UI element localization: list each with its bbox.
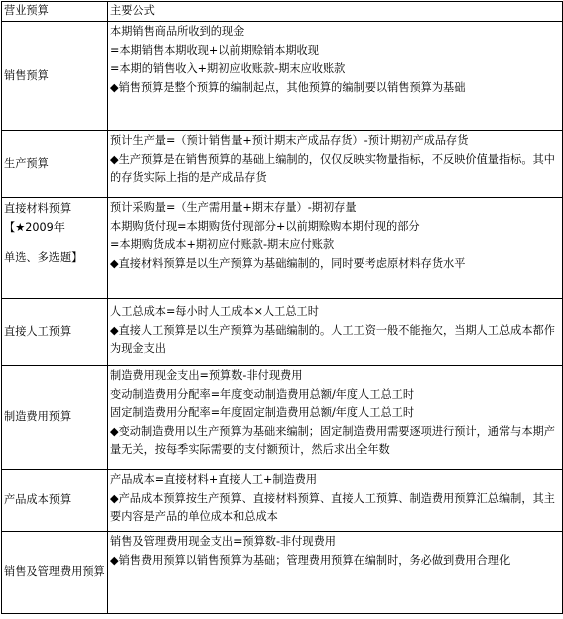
- formula-line: 制造费用现金支出=预算数-非付现费用: [110, 369, 303, 382]
- table-row: [2, 532, 563, 614]
- operating-budget-table: [1, 1, 563, 614]
- formula-cell: [108, 366, 563, 470]
- formula-line: =本期的销售收入+期初应收账款-期末应收账款: [110, 62, 346, 75]
- formula-line: 本期销售商品所收到的现金: [110, 25, 245, 38]
- formula-line: ◆生产预算是在销售预算的基础上编制的，仅仅反映实物量指标，不反映价值量指标。其中的存货实际上指的是产成品存货: [110, 152, 555, 184]
- formula-line: 销售及管理费用现金支出=预算数-非付现费用: [110, 535, 336, 548]
- budget-name-text: 制造费用预算: [4, 410, 72, 424]
- formula-line: ◆销售费用预算以销售预算为基础；管理费用预算在编制时，务必做到费用合理化: [110, 553, 511, 567]
- budget-name: [2, 299, 108, 366]
- budget-name-text: 直接人工预算: [4, 324, 72, 338]
- formula-line: ◆变动制造费用以生产预算为基础来编制；固定制造费用需要逐项进行预计，通常与本期产量无关，按每季实际需要的支付额预计，然后求出全年数: [110, 424, 555, 456]
- formula-line: 预计生产量=（预计销售量+预计期末产成品存货）-预计期初产成品存货: [110, 134, 469, 147]
- budget-name: [2, 198, 108, 299]
- formula-line: 预计采购量=（生产需用量+期末存量）-期初存量: [110, 201, 357, 214]
- budget-name-text: 销售预算: [4, 68, 49, 82]
- budget-name-text: 生产预算: [4, 156, 49, 170]
- formula-line: 本期购货付现=本期购货付现部分+以前期赊购本期付现的部分: [110, 219, 420, 233]
- budget-name-text: 产品成本预算: [4, 493, 72, 507]
- table-row: [2, 198, 563, 299]
- formula-line: =本期销售本期收现+以前期赊销本期收现: [110, 43, 319, 57]
- budget-name-line: 单选、多选题】: [4, 251, 83, 264]
- formula-line: 人工总成本=每小时人工成本×人工总工时: [110, 305, 319, 318]
- budget-name: [2, 131, 108, 198]
- formula-cell: [108, 198, 563, 299]
- budget-name: [2, 532, 108, 614]
- formula-cell: [108, 131, 563, 198]
- formula-cell: [108, 22, 563, 131]
- formula-line: ◆直接材料预算是以生产预算为基础编制的，同时要考虑原材料存货水平: [110, 256, 466, 270]
- table-row: [2, 131, 563, 198]
- formula-cell: [108, 299, 563, 366]
- table-header-row: [2, 2, 563, 22]
- budget-name: [2, 470, 108, 532]
- formula-line: 变动制造费用分配率=年度变动制造费用总额/年度人工总工时: [110, 387, 415, 401]
- table-row: [2, 470, 563, 532]
- formula-line: ◆产品成本预算按生产预算、直接材料预算、直接人工预算、制造费用预算汇总编制，其主要内容是产品的单位成本和总成本: [110, 491, 555, 523]
- formula-line: 产品成本=直接材料+直接人工+制造费用: [110, 473, 318, 486]
- formula-line: ◆销售预算是整个预算的编制起点，其他预算的编制要以销售预算为基础: [110, 80, 466, 94]
- header-cell-budget: 营业预算: [2, 2, 108, 22]
- formula-line: =本期购货成本+期初应付账款-期末应付账款: [110, 238, 335, 251]
- budget-name: [2, 22, 108, 131]
- table-row: [2, 299, 563, 366]
- table-row: [2, 22, 563, 131]
- budget-name: [2, 366, 108, 470]
- budget-name-text: 销售及管理费用预算: [4, 565, 105, 579]
- header-cell-formula: 主要公式: [108, 2, 563, 22]
- formula-cell: [108, 470, 563, 532]
- table-row: [2, 366, 563, 470]
- budget-name-line: 【★2009年: [4, 220, 65, 234]
- budget-name-line: 直接材料预算: [4, 202, 72, 215]
- formula-line: ◆直接人工预算是以生产预算为基础编制的。人工工资一般不能拖欠，当期人工总成本都作为现金支出: [110, 323, 555, 355]
- formula-line: 固定制造费用分配率=年度固定制造费用总额/年度人工总工时: [110, 406, 415, 419]
- formula-cell: [108, 532, 563, 614]
